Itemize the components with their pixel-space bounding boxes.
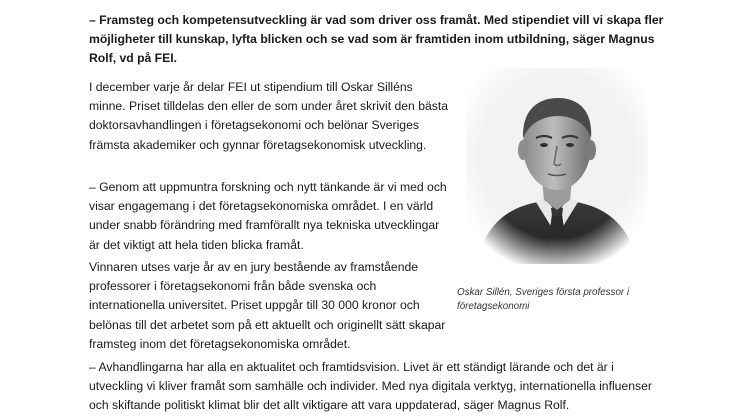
portrait-photo — [466, 68, 648, 264]
body-paragraph-1: I december varje år delar FEI ut stipendium till Oskar Silléns minne. Priset tilldelas den eller de som under året skrivit den bästa doktorsavhandlingen i företagsekonomi och belönar Sveriges främsta akademiker och gynnar företagsekonomisk utveckling. — [89, 80, 449, 152]
body-paragraph-3: Vinnaren utses varje år av en jury bestående av framstående professorer i företagsekonomi från både svenska och internationella universitet. Priset uppgår till 30 000 kronor och belönas till det arbetet som på ett aktuellt och originellt sätt skapar framsteg inom det företagsekonomiska området. — [89, 260, 446, 351]
portrait-illustration — [466, 68, 648, 264]
lead-quote: – Framsteg och kompetensutveckling är vad som driver oss framåt. Med stipendiet vill vi skapa fler möjligheter till kunskap, lyfta blicken och se vad som är framtiden inom utbildning, säger Magnus Rolf, vd på FEI. — [89, 13, 664, 66]
photo-caption: Oskar Sillén, Sveriges första professor i företagsekonomi — [457, 287, 630, 312]
body-paragraph-2: – Genom att uppmuntra forskning och nytt tänkande är vi med och visar engagemang i det företagsekonomiska området. I en värld under snabb förändring med framförallt nya tekniska utvecklingar är det viktigt att hela tiden blicka framåt. — [89, 180, 447, 252]
body-paragraph-4: – Avhandlingarna har alla en aktualitet och framtidsvision. Livet är ett ständigt lärande och det är i utveckling vi kliver framåt som samhälle och individer. Med nya digitala verktyg, internationella influenser och skiftande politiskt klimat blir det allt viktigare att vara uppdaterad, säger Magnus Rolf. — [89, 360, 652, 413]
